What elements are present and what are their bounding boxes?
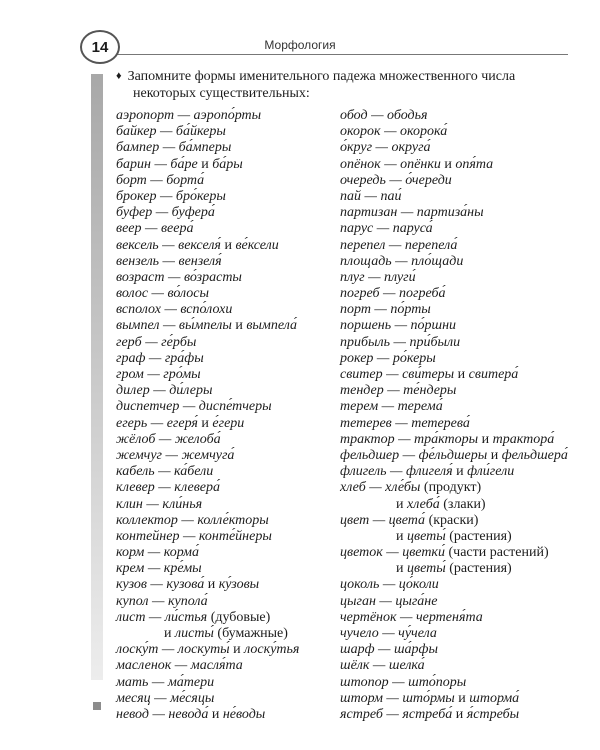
word-pair: обод — ободья [340,108,428,123]
word-entry [340,286,570,302]
word-entry [116,658,336,674]
word-pair: погреб — погреба́ [340,286,446,302]
word-entry [116,302,336,318]
word-pair: шторм — што́рмы [340,690,455,706]
word-pair: брокер — бро́керы [116,188,226,204]
word-entry [116,513,336,529]
word-entry [340,351,570,367]
word-entry [116,545,336,561]
word-pair: борт — борта́ [116,172,205,188]
alt-form: не́воды [222,706,266,722]
note: (дубовые) [210,609,271,625]
word-pair: байкер — ба́йкеры [116,124,226,140]
conjunction: и [233,642,241,658]
word-pair: кабель — ка́бели [116,464,214,480]
word-entry [116,642,336,658]
conjunction: и [224,237,232,253]
word-entry [340,529,570,545]
note: (злаки) [443,496,486,512]
word-pair: мать — ма́тери [116,674,215,690]
word-pair: дилер — ди́леры [116,383,213,399]
alt-form: лоску́тья [244,642,300,658]
word-pair: плуг — плуги́ [340,269,416,285]
word-entry [116,707,336,723]
conjunction: и [457,367,466,382]
word-pair: жемчуг — жемчуга́ [116,447,235,463]
conjunction: и [456,464,464,480]
word-entry [116,270,336,286]
conjunction: и [164,626,172,641]
header-rule [98,54,568,55]
word-pair: егерь — егеря́ [116,415,198,431]
word-entry [116,335,336,351]
word-entry [116,432,336,448]
alt-form: трактора́ [492,431,555,447]
word-entry [340,545,570,561]
word-pair: поршень — по́ршни [340,318,457,334]
word-entry [116,205,336,221]
word-entry [116,383,336,399]
word-pair: волос — во́лосы [116,286,209,302]
note: (растения) [449,528,512,544]
word-entry [116,238,336,254]
word-entry [116,577,336,593]
word-pair: лоску́т — лоскуты́ [116,642,230,658]
word-entry [116,561,336,577]
word-entry [116,140,336,156]
conjunction: и [458,690,466,706]
word-pair: прибыль — при́были [340,334,461,350]
word-pair: перепел — перепела́ [340,237,458,253]
conjunction: и [201,156,209,172]
word-pair: цоколь — цо́коли [340,577,439,593]
word-entry [340,480,570,496]
word-entry [340,416,570,432]
word-entry [116,448,336,464]
page-number: 14 [80,30,120,64]
word-pair: герб — ге́рбы [116,334,197,350]
word-pair: вексель — векселя́ [116,237,221,253]
word-entry [116,480,336,496]
word-pair: чертёнок — чертеня́та [340,609,483,625]
word-pair: окорок — окорока́ [340,124,448,140]
word-entry [340,205,570,221]
word-pair: очередь — о́череди [340,172,452,188]
word-entry [340,432,570,448]
conjunction: и [396,496,404,512]
word-entry [116,286,336,302]
conjunction: и [396,561,404,577]
alt-form: свитера́ [468,367,519,382]
word-pair: пай — паи́ [340,188,402,204]
word-pair: партизан — партиза́ны [340,205,484,221]
decorative-side-bar [91,74,103,680]
word-pair: вымпел — вы́мпелы [116,318,232,334]
conjunction: и [211,706,220,722]
word-pair: крем — кре́мы [116,561,202,577]
word-entry [116,318,336,334]
conjunction: и [490,447,499,463]
word-entry [340,221,570,237]
word-entry [340,108,570,124]
word-pair: коллектор — колле́кторы [116,512,269,528]
word-pair: гром — гро́мы [116,367,201,382]
word-pair: лист — ли́стья [116,609,208,625]
word-list-right [340,108,570,723]
alt-form: ба́ры [212,156,243,172]
alt-form: опя́та [455,156,494,172]
word-pair: барин — ба́ре [116,156,198,172]
word-entry [116,464,336,480]
word-pair: всполох — вспо́лохи [116,302,233,318]
alt-form: фли́гели [467,464,515,480]
word-entry [116,675,336,691]
word-pair: жёлоб — желоба́ [116,431,221,447]
word-pair: аэропорт — аэропо́рты [116,108,262,123]
word-entry [116,108,336,124]
word-list-left [116,108,336,723]
word-pair: фельдшер — фе́льдшеры [340,447,488,463]
word-entry [116,416,336,432]
intro-text: Запомните формы именительного падежа множественного числа некоторых существительных: [127,69,516,101]
word-entry [340,173,570,189]
alt-form: хлеба́ [407,496,440,512]
word-pair: клин — кли́нья [116,496,203,512]
word-entry [340,124,570,140]
note: (краски) [428,512,479,528]
word-entry [116,124,336,140]
intro-instruction [116,68,556,102]
word-pair: буфер — буфера́ [116,205,215,221]
alt-form: листы́ [175,626,214,641]
conjunction: и [396,528,404,544]
word-entry [340,707,570,723]
word-entry [340,157,570,173]
alt-form: я́стребы [466,706,520,722]
word-entry [340,302,570,318]
word-pair: площадь — пло́щади [340,253,464,269]
word-entry [340,399,570,415]
word-pair: хлеб — хле́бы [340,480,421,496]
word-entry [116,173,336,189]
word-pair: рокер — ро́керы [340,350,436,366]
word-entry [116,610,336,626]
word-entry [340,658,570,674]
word-pair: тетерев — тетерева́ [340,415,470,431]
word-entry [116,626,336,642]
word-entry [340,189,570,205]
word-entry [116,351,336,367]
corner-square-icon [93,702,101,710]
note: (растения) [449,561,512,577]
word-pair: контейнер — конте́йнеры [116,528,272,544]
word-entry [340,367,570,383]
word-entry [340,561,570,577]
conjunction: и [235,318,243,334]
word-entry [116,529,336,545]
word-pair: цветок — цветки́ [340,545,445,561]
word-entry [340,513,570,529]
word-pair: цвет — цвета́ [340,512,426,528]
word-pair: купол — купола́ [116,593,208,609]
word-pair: граф — гра́фы [116,350,204,366]
word-pair: вензель — вензеля́ [116,253,222,269]
word-pair: штопор — што́поры [340,674,467,690]
word-entry [340,497,570,513]
word-pair: невод — невода́ [116,706,209,722]
conjunction: и [207,577,216,593]
word-entry [116,399,336,415]
alt-form: фельдшера́ [501,447,568,463]
word-pair: диспетчер — диспе́тчеры [116,399,272,415]
word-entry [340,318,570,334]
word-pair: месяц — ме́сяцы [116,690,215,706]
word-pair: порт — по́рты [340,302,431,318]
note: (бумажные) [217,626,288,641]
alt-form: ку́зовы [218,577,260,593]
word-entry [116,189,336,205]
word-entry [340,448,570,464]
word-pair: о́круг — округа́ [340,140,431,156]
word-pair: терем — терема́ [340,399,443,415]
word-entry [340,335,570,351]
word-pair: флигель — флигеля́ [340,464,453,480]
word-pair: корм — корма́ [116,545,199,561]
word-entry [340,140,570,156]
running-header-title: Морфология [264,38,336,52]
word-entry [340,610,570,626]
word-pair: шарф — ша́рфы [340,642,438,658]
alt-form: вымпела́ [246,318,297,334]
word-pair: опёнок — опёнки [340,156,441,172]
word-pair: шёлк — шелка́ [340,658,425,674]
word-entry [116,157,336,173]
word-entry [116,367,336,383]
word-pair: трактор — тра́кторы [340,431,479,447]
word-entry [340,577,570,593]
word-entry [116,497,336,513]
word-pair: свитер — сви́теры [340,367,455,382]
word-entry [340,270,570,286]
word-pair: ястреб — ястреба́ [340,706,453,722]
word-entry [340,675,570,691]
word-entry [116,221,336,237]
word-entry [340,691,570,707]
word-pair: веер — веера́ [116,221,194,237]
conjunction: и [481,431,490,447]
word-pair: парус — паруса́ [340,221,433,237]
word-entry [340,383,570,399]
conjunction: и [444,156,452,172]
word-entry [116,594,336,610]
word-entry [340,254,570,270]
alt-form: шторма́ [469,690,520,706]
word-pair: возраст — во́зрасты [116,269,242,285]
word-pair: бампер — ба́мперы [116,140,232,156]
word-pair: клевер — клевера́ [116,480,221,496]
word-entry [340,464,570,480]
word-entry [340,626,570,642]
alt-form: ве́ксели [235,237,279,253]
word-pair: масленок — масля́та [116,658,243,674]
conjunction: и [455,706,464,722]
word-entry [340,642,570,658]
word-pair: кузов — кузова́ [116,577,205,593]
note: (части растений) [448,545,549,561]
word-entry [340,594,570,610]
word-pair: чучело — чу́чела [340,626,437,641]
note: (продукт) [423,480,482,496]
diamond-bullet-icon: ♦ [116,70,122,82]
word-entry [116,691,336,707]
alt-form: цветы́ [407,528,446,544]
conjunction: и [201,415,209,431]
word-pair: тендер — те́ндеры [340,383,457,399]
word-pair: цыган — цыга́не [340,593,438,609]
word-entry [340,238,570,254]
alt-form: цветы́ [407,561,446,577]
alt-form: е́гери [212,415,245,431]
word-entry [116,254,336,270]
